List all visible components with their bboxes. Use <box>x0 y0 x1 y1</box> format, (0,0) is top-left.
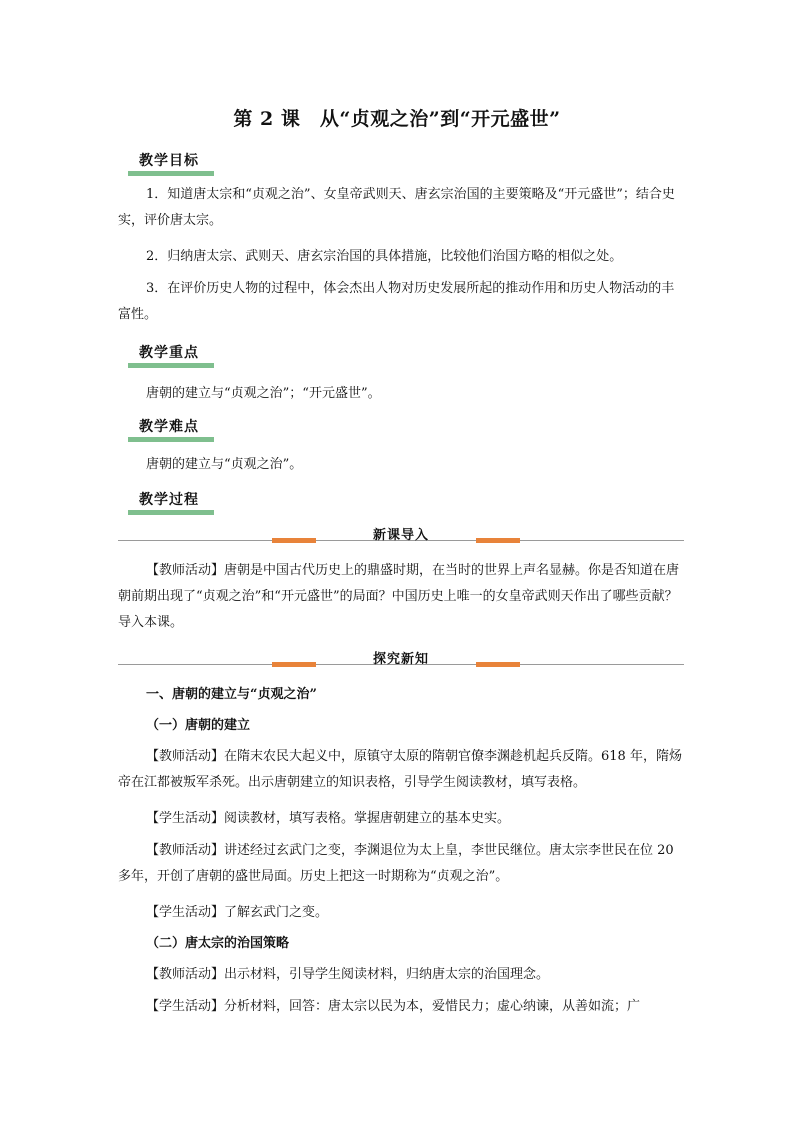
key-points-text: 唐朝的建立与“贞观之治”；“开元盛世”。 <box>146 386 381 401</box>
part1-heading: 一、唐朝的建立与“贞观之治” <box>146 687 317 702</box>
difficulties-text: 唐朝的建立与“贞观之治”。 <box>146 457 303 472</box>
goal-item-1: 1．知道唐太宗和“贞观之治”、女皇帝武则天、唐玄宗治国的主要策略及“开元盛世”；结合史实，评价唐太宗。 <box>118 187 675 228</box>
divider-label: 探究新知 <box>372 652 429 667</box>
divider-label: 新课导入 <box>372 528 429 543</box>
explore-paragraph-2: 【学生活动】阅读教材，填写表格。掌握唐朝建立的基本史实。 <box>146 811 511 826</box>
divider-intro <box>118 528 684 544</box>
goal-item-3: 3．在评价历史人物的过程中，体会杰出人物对历史发展所起的推动作用和历史人物活动的丰富性。 <box>118 281 675 322</box>
heading-underline <box>128 437 214 442</box>
divider-explore <box>118 652 684 668</box>
goal-item-2: 2．归纳唐太宗、武则天、唐玄宗治国的具体措施，比较他们治国方略的相似之处。 <box>146 249 623 264</box>
section-heading-label: 教学难点 <box>139 419 199 435</box>
section-heading-difficulties <box>128 414 214 442</box>
section-heading-label: 教学目标 <box>139 153 199 169</box>
explore-paragraph-5: 【教师活动】出示材料，引导学生阅读材料，归纳唐太宗的治国理念。 <box>146 967 550 982</box>
explore-paragraph-1: 【教师活动】在隋末农民大起义中，原镇守太原的隋朝官僚李渊趁机起兵反隋。618 年，隋炀帝在江都被叛军杀死。出示唐朝建立的知识表格，引导学生阅读教材，填写表格。 <box>118 749 682 790</box>
heading-underline <box>128 171 214 176</box>
intro-paragraph: 【教师活动】唐朝是中国古代历史上的鼎盛时期，在当时的世界上声名显赫。你是否知道在唐朝前期出现了“贞观之治”和“开元盛世”的局面？中国历史上唯一的女皇帝武则天作出了哪些贡献？导入本课。 <box>118 563 680 630</box>
section-heading-label: 教学过程 <box>139 492 199 508</box>
lesson-title: 第 2 课 从“贞观之治”到“开元盛世” <box>233 108 561 130</box>
sub1-heading: （一）唐朝的建立 <box>146 718 251 733</box>
section-heading-key-points <box>128 340 214 368</box>
sub2-heading: （二）唐太宗的治国策略 <box>146 936 290 951</box>
section-heading-label: 教学重点 <box>139 345 199 361</box>
section-heading-process <box>128 487 214 515</box>
explore-paragraph-4: 【学生活动】了解玄武门之变。 <box>146 905 329 920</box>
heading-underline <box>128 510 214 515</box>
explore-paragraph-6: 【学生活动】分析材料，回答：唐太宗以民为本，爱惜民力；虚心纳谏，从善如流；广 <box>146 999 641 1014</box>
heading-underline <box>128 363 214 368</box>
explore-paragraph-3: 【教师活动】讲述经过玄武门之变，李渊退位为太上皇，李世民继位。唐太宗李世民在位 20 多年，开创了唐朝的盛世局面。历史上把这一时期称为“贞观之治”。 <box>118 843 674 884</box>
section-heading-goals <box>128 148 214 176</box>
